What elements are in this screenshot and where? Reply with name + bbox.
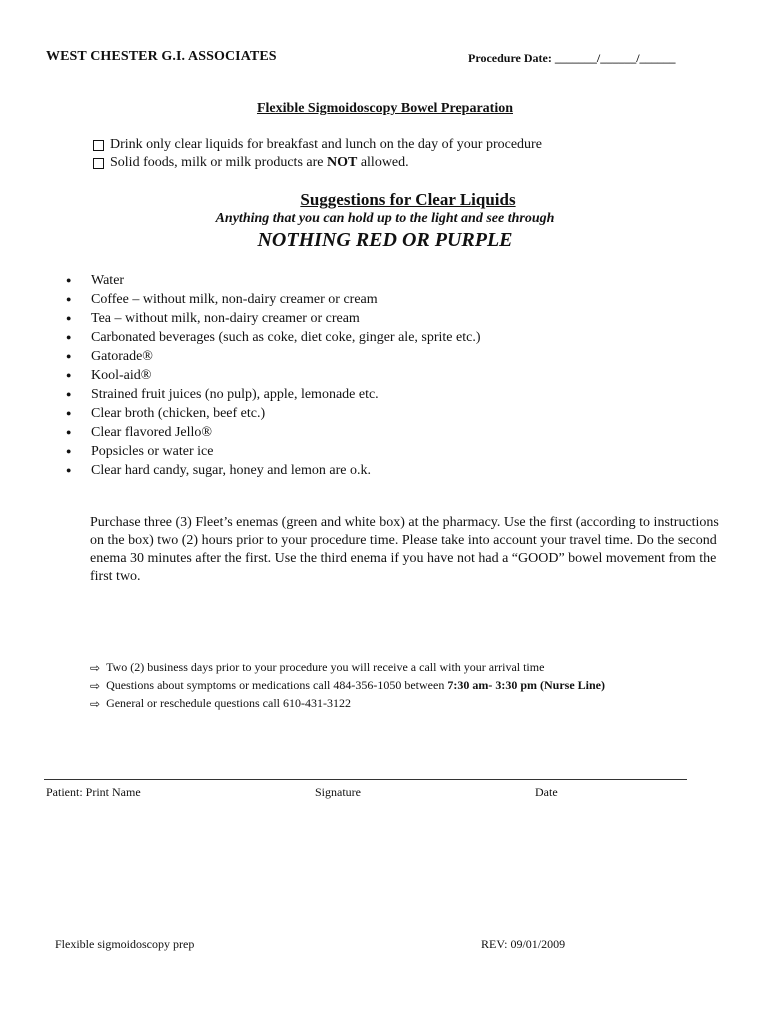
bullet-icon: ● [66, 370, 72, 380]
list-item: ● Kool-aid® [66, 368, 152, 383]
list-item: ● Water [66, 273, 125, 288]
list-item: ● Carbonated beverages (such as coke, diet coke, ginger ale, sprite etc.) [66, 330, 481, 345]
checklist-emphasis: NOT [326, 155, 358, 170]
bullet-icon: ● [66, 408, 72, 418]
checklist-item [93, 155, 409, 171]
right-arrow-icon: ⇨ [90, 660, 101, 675]
form-title: Flexible Sigmoidoscopy Bowel Preparation [256, 101, 513, 116]
signature-line [44, 779, 687, 780]
checklist-text-end: allowed. [357, 155, 409, 170]
bullet-icon: ● [66, 351, 72, 361]
note-text: Questions about symptoms or medications call 484-356-1050 between [106, 678, 448, 692]
nurse-line-hours: 7:30 am- 3:30 pm (Nurse Line) [447, 678, 605, 692]
checklist-text: Drink only clear liquids for breakfast and lunch on the day of your procedure [110, 137, 542, 152]
list-item: ● Clear flavored Jello® [66, 425, 213, 440]
right-arrow-icon: ⇨ [90, 696, 101, 711]
list-item: ● Popsicles or water ice [66, 444, 214, 459]
note-item [90, 678, 605, 693]
bullet-icon: ● [66, 294, 72, 304]
bullet-icon: ● [66, 427, 72, 437]
list-item: ● Coffee – without milk, non-dairy creamer or cream [66, 292, 378, 307]
bullet-icon: ● [66, 446, 72, 456]
list-item: ● Clear broth (chicken, beef etc.) [66, 406, 266, 421]
checklist-text: Solid foods, milk or milk products are [110, 155, 327, 170]
note-text: Two (2) business days prior to your procedure you will receive a call with your arrival time [106, 660, 545, 674]
right-arrow-icon: ⇨ [90, 678, 101, 693]
organization-name: WEST CHESTER G.I. ASSOCIATES [46, 49, 277, 64]
list-item: ● Tea – without milk, non-dairy creamer or cream [66, 311, 360, 326]
clear-liquids-list [66, 271, 481, 480]
bullet-icon: ● [66, 389, 72, 399]
note-item [90, 660, 544, 675]
patient-name-label: Patient: Print Name [46, 785, 141, 799]
suggestions-heading: Suggestions for Clear Liquids [300, 190, 516, 209]
procedure-date-field: Procedure Date: _______/______/______ [468, 51, 676, 65]
bullet-icon: ● [66, 275, 72, 285]
note-text: General or reschedule questions call 610-431-3122 [106, 696, 351, 710]
checklist-item [93, 137, 542, 153]
empty-checkbox-icon [93, 140, 104, 151]
footer-document-name: Flexible sigmoidoscopy prep [55, 937, 195, 951]
suggestions-subheading: Anything that you can hold up to the light and see through [215, 211, 555, 226]
date-label: Date [535, 785, 558, 799]
list-item: ● Clear hard candy, sugar, honey and lemon are o.k. [66, 463, 371, 478]
warning-heading: NOTHING RED OR PURPLE [257, 229, 513, 251]
list-item: ● Gatorade® [66, 349, 153, 364]
enema-instructions: Purchase three (3) Fleet’s enemas (green and white box) at the pharmacy. Use the first (according to instructions on the box) two (2) hours prior to your procedure time. Please take into account your travel time. Do the second enema 30 minutes after the first. Use the third enema if you have not had a “GOOD” bowel movement from the first two. [90, 515, 719, 584]
footer-revision: REV: 09/01/2009 [481, 937, 566, 951]
list-item: ● Strained fruit juices (no pulp), apple, lemonade etc. [66, 387, 379, 402]
note-item [90, 696, 351, 711]
empty-checkbox-icon [93, 158, 104, 169]
bullet-icon: ● [66, 332, 72, 342]
bullet-icon: ● [66, 465, 72, 475]
signature-label: Signature [315, 785, 361, 799]
bullet-icon: ● [66, 313, 72, 323]
